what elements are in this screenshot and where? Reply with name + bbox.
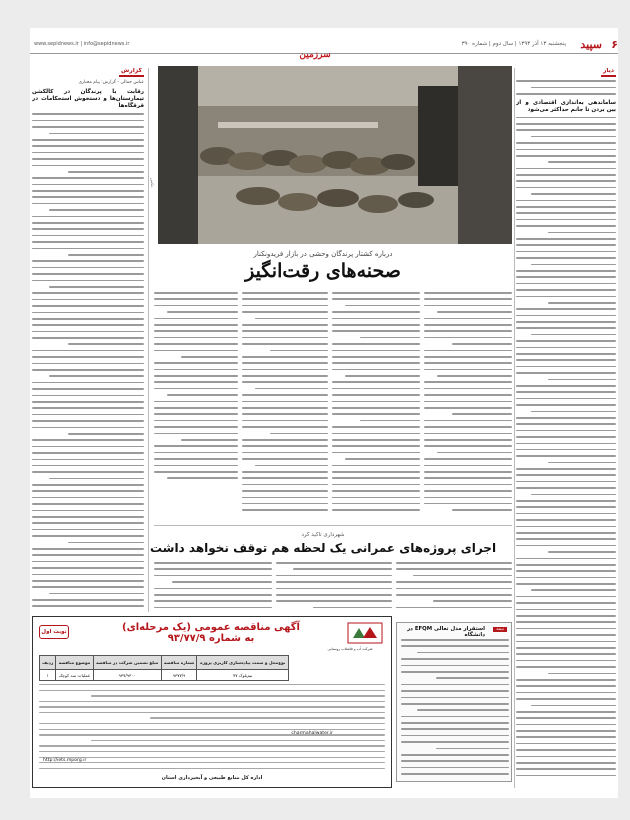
tender-advertisement bbox=[32, 616, 392, 788]
urban-body-col-1 bbox=[396, 562, 512, 616]
ad-number: به شماره ۹۳/۷۷/۹ bbox=[167, 633, 255, 644]
tender-table-cell: ۱ bbox=[40, 670, 56, 681]
site-url: www.sepidnews.ir | info@sepidnews.ir bbox=[34, 41, 130, 47]
urban-body-col-2 bbox=[276, 562, 392, 616]
article-body-col-3 bbox=[242, 292, 328, 520]
article-body-col-4 bbox=[154, 292, 238, 520]
section-divider bbox=[154, 525, 512, 526]
photo-credit-strip: عکس bbox=[150, 178, 155, 188]
right-column-tag: دیار bbox=[601, 68, 616, 77]
market-photo bbox=[158, 66, 512, 244]
masthead-logo: سپید bbox=[580, 38, 602, 51]
ad-title bbox=[101, 622, 321, 644]
urban-title: اجرای پروژه‌های عمرانی یک لحظه هم توقف نخواهد داشت bbox=[149, 541, 497, 555]
box-body bbox=[401, 639, 509, 779]
tender-table-header: مبلغ تضمین شرکت در مناقصه bbox=[93, 656, 161, 670]
column-divider bbox=[148, 68, 149, 612]
article-body-col-1 bbox=[424, 292, 512, 520]
ad-website: charmahalwater.ir bbox=[291, 731, 333, 736]
ad-title-line: آگهی مناقصه عمومی (یک مرحله‌ای) bbox=[122, 622, 300, 633]
urban-body-col-3 bbox=[154, 562, 272, 616]
ad-body-text bbox=[39, 684, 385, 773]
table-row bbox=[40, 670, 289, 681]
right-column bbox=[516, 68, 616, 788]
tender-table-header: نوع‌محل و سمت پیاده‌سازی کاربری پروژه bbox=[197, 656, 289, 670]
dateline: پنجشنبه ۱۳ آذر ۱۳۹۳ | سال دوم | شماره ۳۹۰ bbox=[461, 41, 566, 47]
tender-table-header: شماره مناقصه bbox=[161, 656, 197, 670]
tender-table-cell: عملیات سد کوچک bbox=[56, 670, 93, 681]
org-logo-icon bbox=[347, 622, 383, 644]
left-column bbox=[32, 68, 144, 612]
right-column-intro bbox=[516, 80, 616, 94]
box-tag: نیمه bbox=[493, 627, 507, 632]
urban-kicker: شهرداری تاکید کرد bbox=[301, 532, 345, 538]
ad-organization: شرکت آب و فاضلاب روستایی bbox=[327, 647, 373, 651]
left-column-headline: رقابت با پرندگان در کالکشن تیمارستان‌ها و دستخوش استحکامات در قرقگاه‌ها bbox=[32, 89, 144, 110]
birds-market-illustration bbox=[158, 66, 512, 244]
efqm-news-box bbox=[396, 622, 512, 782]
newspaper-page bbox=[30, 28, 618, 798]
section-brand-logo: سرزمین bbox=[299, 50, 331, 60]
box-headline: استقرار مدل تعالی EFQM در دانشگاه bbox=[407, 626, 485, 638]
article-kicker: درباره کشتار پرندگان وحشی در بازار فریدونکنار bbox=[253, 250, 393, 258]
ad-footer: اداره کل منابع طبیعی و آبخیزداری استان bbox=[161, 775, 263, 781]
page-number: ۶ bbox=[611, 38, 618, 51]
tender-table bbox=[39, 655, 289, 681]
ad-link: http://iets.mporg.ir bbox=[43, 758, 87, 763]
tender-table-cell: ۹۳۷۷/۹ bbox=[161, 670, 197, 681]
ad-notice-badge: نوبت اول bbox=[39, 625, 69, 639]
column-divider bbox=[514, 68, 515, 788]
tender-table-cell: ۹۳۷/۹۳۰۰ bbox=[93, 670, 161, 681]
left-column-body bbox=[32, 113, 144, 612]
article-body-col-2 bbox=[332, 292, 420, 520]
tender-table-cell: نیم‌بلوک ۷۷ bbox=[197, 670, 289, 681]
article-title: صحنه‌های رقت‌انگیز bbox=[245, 260, 401, 282]
tender-table-header: ردیف bbox=[40, 656, 56, 670]
left-column-tag: گزارش bbox=[119, 68, 144, 77]
left-column-byline: عباس جمالی - گزارش: پیام مختاری bbox=[78, 80, 144, 86]
tender-table-header: موضوع مناقصه bbox=[56, 656, 93, 670]
right-column-headline: ساماندهی به‌اندازی اقتصادی و از بین بردن تا جانم حداکثر می‌شود bbox=[516, 99, 616, 113]
right-column-body bbox=[516, 117, 616, 777]
